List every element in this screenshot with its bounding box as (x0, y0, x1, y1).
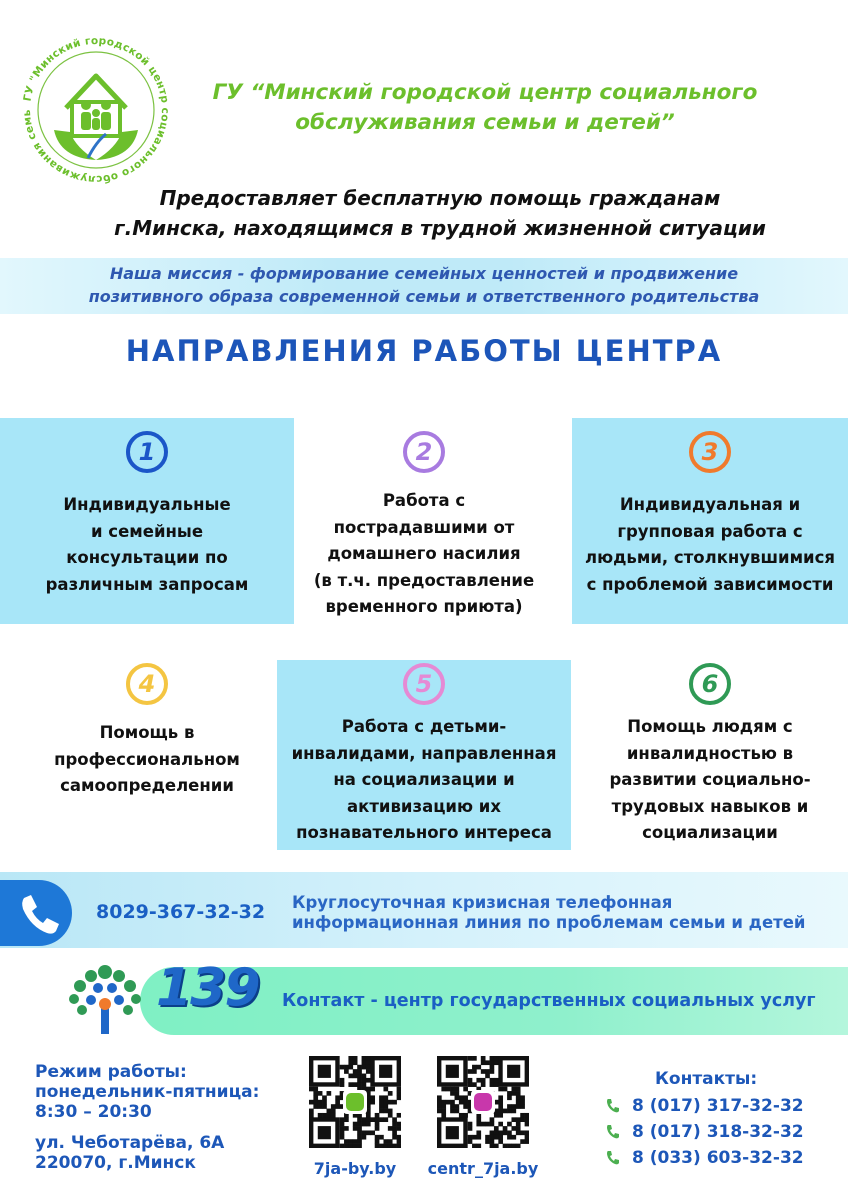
direction-6-line: социализации (642, 823, 778, 842)
number-3-icon (688, 430, 732, 474)
svg-text:4: 4 (138, 670, 156, 698)
phone-small-icon (604, 1123, 622, 1141)
direction-card-2 (277, 418, 571, 624)
direction-2-line: временного приюта) (325, 597, 523, 616)
direction-5-line: познавательного интереса (296, 823, 552, 842)
direction-3-line: людьми, столкнувшимися (584, 548, 835, 567)
hotline-description (292, 893, 832, 933)
direction-5-line: на социализации и (333, 770, 515, 789)
direction-text-3 (580, 492, 840, 598)
direction-text-1 (8, 492, 286, 598)
direction-text-5 (285, 714, 563, 847)
direction-3-line: групповая работа с (617, 521, 803, 541)
qr-code-site[interactable] (309, 1056, 401, 1148)
number-1-icon (125, 430, 169, 474)
direction-6-line: развитии социально- (609, 770, 811, 789)
direction-text-6 (580, 714, 840, 847)
contact-phone-row[interactable] (604, 1120, 804, 1144)
subtitle-line2: г.Минска, находящимся в трудной жизненной ситуации (114, 216, 766, 240)
direction-card-3 (572, 418, 848, 624)
direction-1-line: различным запросам (45, 574, 249, 594)
direction-5-line: Работа с детьми- (341, 717, 507, 736)
svg-text:6: 6 (701, 670, 719, 698)
qr-code-instagram[interactable] (437, 1056, 529, 1148)
direction-1-line: консультации по (66, 548, 228, 567)
contact-phone[interactable]: 8 (033) 603-32-32 (632, 1148, 804, 1168)
svg-text:2: 2 (415, 438, 433, 466)
svg-text:3: 3 (701, 438, 719, 466)
organization-title-line1: ГУ “Минский городской центр социального (212, 80, 758, 105)
hotline-text-line1: Круглосуточная кризисная телефонная (292, 893, 673, 912)
number-5-icon (402, 662, 446, 706)
contacts-title: Контакты: (655, 1069, 758, 1089)
contact-phone[interactable]: 8 (017) 318-32-32 (632, 1122, 804, 1142)
working-hours (35, 1062, 259, 1122)
direction-card-1 (0, 418, 294, 624)
hours-days: понедельник-пятница: (35, 1082, 260, 1102)
contact-phone[interactable]: 8 (017) 317-32-32 (632, 1096, 804, 1116)
direction-1-line: и семейные (90, 521, 204, 541)
logo-ring-text: ГУ "Минский городской центр социального обслуживания семь (20, 34, 172, 186)
hours-time: 8:30 – 20:30 (35, 1102, 152, 1122)
contact-phone-row[interactable] (604, 1146, 804, 1170)
tree-logo-icon (64, 958, 146, 1038)
svg-text:ГУ "Минский городской центр со (16, 30, 171, 185)
hours-label: Режим работы: (35, 1062, 187, 1082)
direction-card-4 (0, 660, 294, 850)
address (35, 1133, 224, 1173)
direction-text-2 (285, 488, 563, 621)
number-2-icon (402, 430, 446, 474)
direction-text-4 (8, 720, 286, 800)
contact-phone-row[interactable] (604, 1094, 804, 1118)
subtitle (80, 183, 800, 243)
phone-icon (0, 880, 72, 946)
phone-small-icon (604, 1149, 622, 1167)
direction-4-line: Помощь в (99, 723, 195, 742)
direction-card-6 (572, 660, 848, 850)
direction-4-line: профессиональном (54, 749, 240, 769)
contact-139-number[interactable]: 139 (156, 958, 259, 1018)
mission-statement (40, 262, 808, 308)
number-4-icon (125, 662, 169, 706)
organization-title (190, 78, 780, 138)
direction-2-line: пострадавшими от (333, 517, 515, 537)
organization-title-line2: обслуживания семьи и детей” (295, 110, 675, 135)
number-6-icon (688, 662, 732, 706)
hotline-text-line2: информационная линия по проблемам семьи и детей (292, 913, 806, 932)
svg-text:1: 1 (138, 438, 156, 466)
direction-3-line: Индивидуальная и (619, 495, 801, 514)
direction-6-line: Помощь людям с (627, 717, 793, 736)
phone-small-icon (604, 1097, 622, 1115)
direction-6-line: инвалидностью в (626, 743, 794, 763)
qr-instagram-label[interactable]: centr_7ja.by (427, 1159, 539, 1178)
direction-card-5 (277, 660, 571, 850)
address-city: 220070, г.Минск (35, 1153, 196, 1173)
direction-2-line: (в т.ч. предоставление (313, 570, 535, 590)
direction-2-line: домашнего насилия (327, 544, 521, 563)
direction-3-line: с проблемой зависимости (586, 574, 834, 594)
direction-5-line: активизацию их (347, 796, 501, 816)
direction-2-line: Работа с (382, 491, 466, 510)
section-title: НАПРАВЛЕНИЯ РАБОТЫ ЦЕНТРА (125, 334, 723, 368)
center-logo (16, 30, 176, 190)
qr-site-label[interactable]: 7ja-by.by (313, 1159, 397, 1178)
contact-139-description: Контакт - центр государственных социальных услуг (282, 991, 816, 1011)
mission-line2: позитивного образа современной семьи и ответственного родительства (88, 287, 760, 306)
direction-4-line: самоопределении (60, 776, 234, 795)
direction-5-line: инвалидами, направленная (291, 743, 557, 763)
svg-text:5: 5 (415, 670, 433, 698)
direction-1-line: Индивидуальные (63, 495, 231, 514)
mission-line1: Наша миссия - формирование семейных ценностей и продвижение (109, 264, 739, 283)
hotline-number[interactable]: 8029-367-32-32 (96, 901, 266, 923)
address-street: ул. Чеботарёва, 6А (35, 1133, 225, 1153)
direction-6-line: трудовых навыков и (611, 796, 809, 816)
subtitle-line1: Предоставляет бесплатную помощь гражданам (159, 186, 721, 210)
